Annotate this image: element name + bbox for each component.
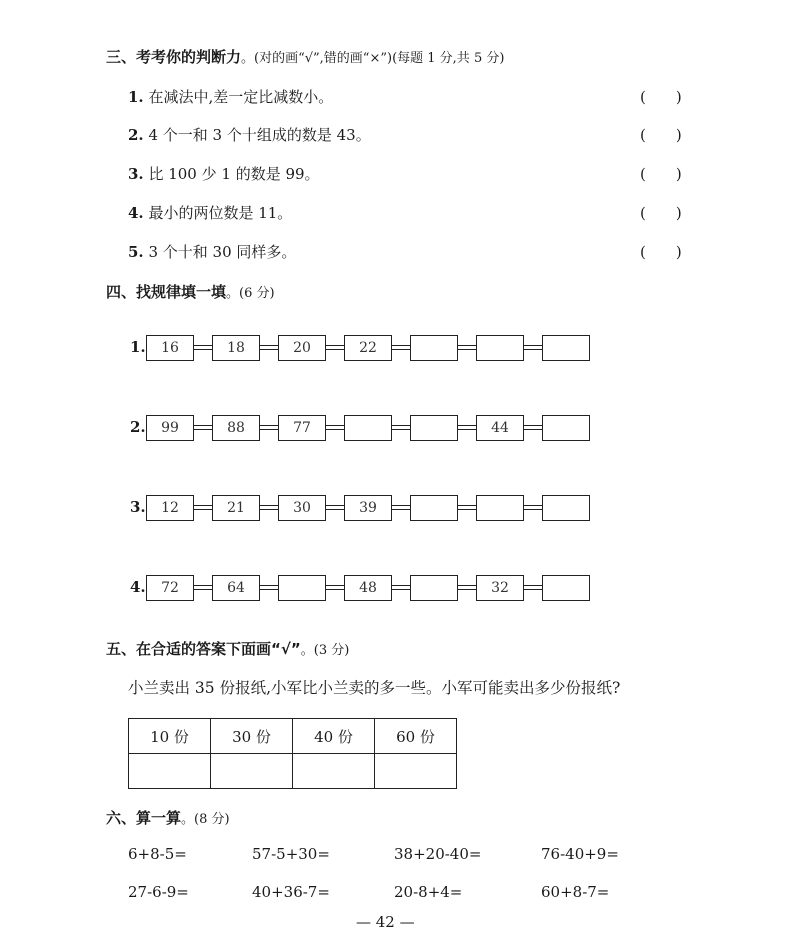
double-line-connector (524, 505, 542, 510)
number-box: 32 (476, 575, 524, 601)
section-5-heading (106, 638, 349, 659)
section-5-number: 五、 (106, 640, 137, 658)
double-line-connector (392, 345, 410, 350)
judge-item-text: 3 个十和 30 同样多。 (148, 243, 297, 261)
answer-paren-3[interactable]: ( ) (640, 165, 682, 183)
blank-box[interactable] (410, 335, 458, 361)
answer-cell[interactable] (375, 754, 457, 789)
section-6-number: 六、 (106, 809, 137, 827)
answer-paren-2[interactable]: ( ) (640, 126, 682, 144)
blank-box[interactable] (542, 575, 590, 601)
page-number: — 42 — (356, 913, 415, 931)
answer-cell[interactable] (293, 754, 375, 789)
double-line-connector (392, 585, 410, 590)
number-box: 12 (146, 495, 194, 521)
number-box: 99 (146, 415, 194, 441)
calc-problem: 6+8-5= (128, 845, 187, 863)
number-box: 77 (278, 415, 326, 441)
number-box: 21 (212, 495, 260, 521)
option-label: 30 份 (211, 719, 293, 754)
calc-problem: 57-5+30= (252, 845, 330, 863)
judge-item-text: 4 个一和 3 个十组成的数是 43。 (148, 126, 371, 144)
judge-item-2 (128, 124, 371, 145)
judge-item-1 (128, 86, 333, 107)
judge-item-3 (128, 163, 320, 184)
double-line-connector (326, 345, 344, 350)
double-line-connector (260, 585, 278, 590)
section-3-number: 三、 (106, 48, 137, 66)
section-5-title: 在合适的答案下面画“√” (136, 640, 301, 658)
calc-problem: 38+20-40= (394, 845, 482, 863)
calc-problem: 40+36-7= (252, 883, 330, 901)
double-line-connector (194, 585, 212, 590)
double-line-connector (326, 425, 344, 430)
answer-cell[interactable] (211, 754, 293, 789)
section-4-title: 找规律填一填 (136, 283, 227, 301)
number-box: 16 (146, 335, 194, 361)
blank-box[interactable] (410, 575, 458, 601)
double-line-connector (524, 425, 542, 430)
section-4-heading (106, 281, 275, 302)
judge-item-number: 4. (128, 204, 144, 222)
number-box: 72 (146, 575, 194, 601)
judge-item-number: 1. (128, 88, 144, 106)
number-box: 22 (344, 335, 392, 361)
pattern-row-label: 1. (130, 338, 146, 356)
section-6-title: 算一算 (136, 809, 182, 827)
double-line-connector (392, 505, 410, 510)
blank-box[interactable] (542, 415, 590, 441)
number-box: 39 (344, 495, 392, 521)
calc-problem: 20-8+4= (394, 883, 463, 901)
number-box: 20 (278, 335, 326, 361)
blank-box[interactable] (542, 495, 590, 521)
double-line-connector (326, 505, 344, 510)
blank-box[interactable] (410, 495, 458, 521)
answer-table (128, 718, 457, 789)
option-label: 40 份 (293, 719, 375, 754)
section-3-note: 。(对的画“√”,错的画“×”)(每题 1 分,共 5 分) (241, 51, 505, 66)
double-line-connector (524, 345, 542, 350)
judge-item-text: 在减法中,差一定比减数小。 (148, 88, 334, 106)
calc-problem: 27-6-9= (128, 883, 189, 901)
number-box: 30 (278, 495, 326, 521)
pattern-row-label: 2. (130, 418, 146, 436)
double-line-connector (326, 585, 344, 590)
double-line-connector (458, 505, 476, 510)
number-box: 44 (476, 415, 524, 441)
judge-item-4 (128, 202, 292, 223)
section-4-note: 。(6 分) (226, 286, 275, 301)
double-line-connector (458, 345, 476, 350)
blank-box[interactable] (476, 495, 524, 521)
number-box: 48 (344, 575, 392, 601)
judge-item-text: 最小的两位数是 11。 (148, 204, 293, 222)
answer-paren-5[interactable]: ( ) (640, 243, 682, 261)
section-3-heading (106, 46, 504, 67)
double-line-connector (392, 425, 410, 430)
section-4-number: 四、 (106, 283, 137, 301)
judge-item-number: 5. (128, 243, 144, 261)
pattern-row-label: 4. (130, 578, 146, 596)
section-5-question: 小兰卖出 35 份报纸,小军比小兰卖的多一些。小军可能卖出多少份报纸? (128, 679, 621, 697)
double-line-connector (458, 585, 476, 590)
answer-cell[interactable] (129, 754, 211, 789)
judge-item-text: 比 100 少 1 的数是 99。 (148, 165, 320, 183)
section-6-heading (106, 807, 230, 828)
double-line-connector (260, 505, 278, 510)
number-box: 64 (212, 575, 260, 601)
double-line-connector (524, 585, 542, 590)
option-label: 10 份 (129, 719, 211, 754)
blank-box[interactable] (278, 575, 326, 601)
double-line-connector (194, 505, 212, 510)
double-line-connector (260, 425, 278, 430)
section-5-note: 。(3 分) (300, 643, 350, 658)
judge-item-number: 2. (128, 126, 144, 144)
answer-paren-1[interactable]: ( ) (640, 88, 682, 106)
number-box: 88 (212, 415, 260, 441)
calc-problem: 76-40+9= (541, 845, 619, 863)
double-line-connector (194, 425, 212, 430)
blank-box[interactable] (542, 335, 590, 361)
option-label: 60 份 (375, 719, 457, 754)
double-line-connector (260, 345, 278, 350)
calc-problem: 60+8-7= (541, 883, 610, 901)
section-6-note: 。(8 分) (181, 812, 230, 827)
blank-box[interactable] (410, 415, 458, 441)
number-box: 18 (212, 335, 260, 361)
blank-box[interactable] (476, 335, 524, 361)
answer-paren-4[interactable]: ( ) (640, 204, 682, 222)
judge-item-5 (128, 241, 296, 262)
section-3-title: 考考你的判断力 (136, 48, 242, 66)
double-line-connector (458, 425, 476, 430)
pattern-row-label: 3. (130, 498, 146, 516)
blank-box[interactable] (344, 415, 392, 441)
judge-item-number: 3. (128, 165, 144, 183)
double-line-connector (194, 345, 212, 350)
